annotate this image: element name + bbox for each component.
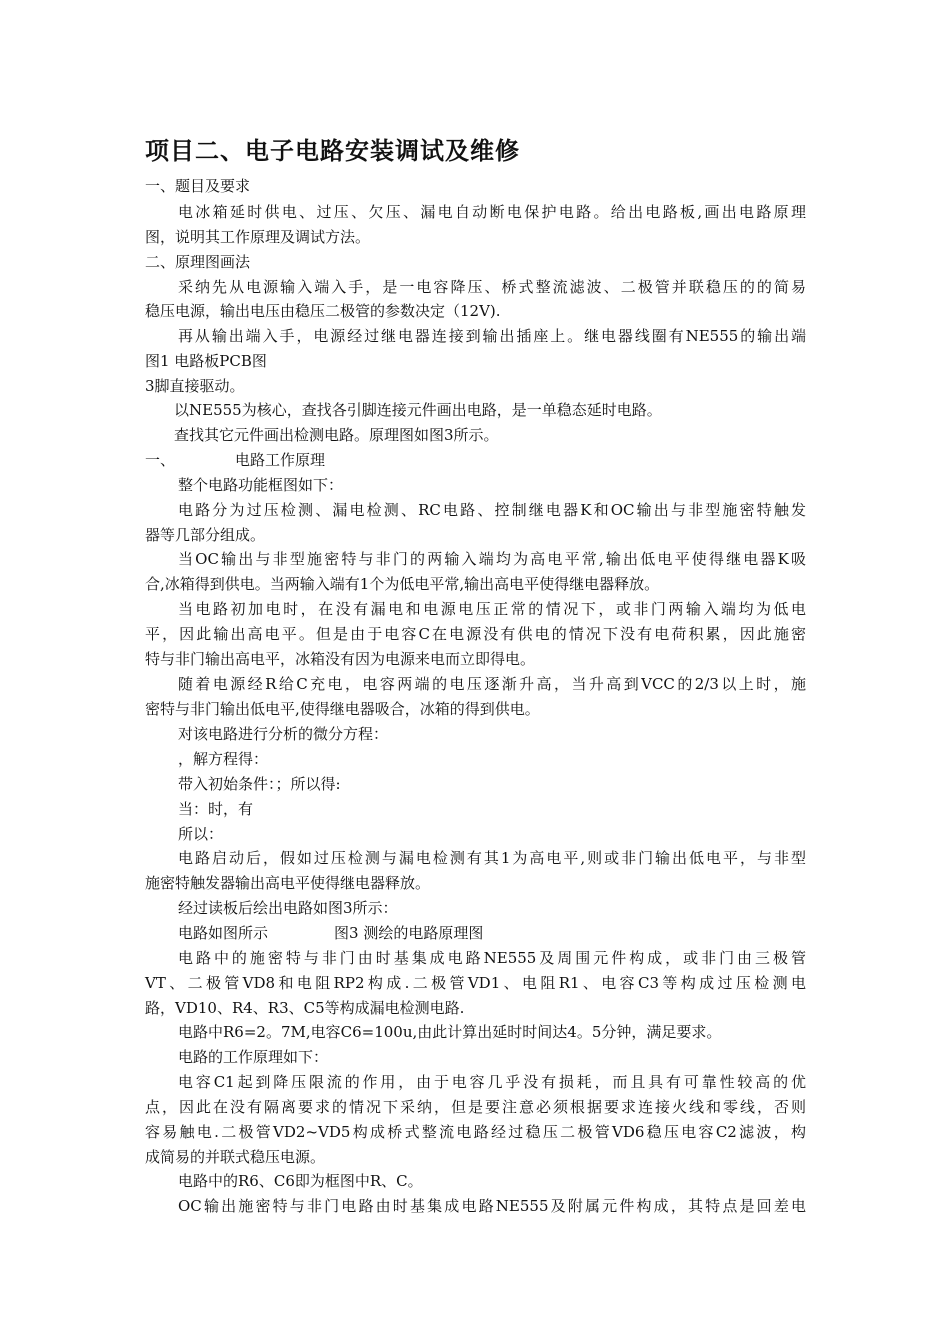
paragraph-line: 查找其它元件画出检测电路。原理图如图3所示。 (174, 426, 499, 444)
paragraph-line: 电路的工作原理如下： (178, 1048, 329, 1066)
paragraph-line: 对该电路进行分析的微分方程： (178, 725, 389, 743)
paragraph-line: 平，因此输出高电平。但是由于电容C在电源没有供电的情况下没有电荷积累，因此施密 (145, 625, 806, 643)
paragraph-line: 采纳先从电源输入端入手，是一电容降压、桥式整流滤波、二极管并联稳压的的简易 (178, 278, 806, 296)
paragraph-line: VT、二极管VD8和电阻RP2构成.二极管VD1、电阻R1、电容C3等构成过压检测电 (145, 974, 806, 992)
paragraph-line: 3脚直接驱动。 (145, 377, 245, 395)
paragraph-line: 稳压电源，输出电压由稳压二极管的参数决定（12V). (145, 302, 501, 320)
paragraph-line: 施密特触发器输出高电平使得继电器释放。 (145, 874, 431, 892)
section-heading (145, 450, 325, 470)
section-number: 一、 (145, 451, 176, 469)
paragraph-line: 电路启动后，假如过压检测与漏电检测有其1为高电平,则或非门输出低电平，与非型 (178, 849, 806, 867)
paragraph-line: 电路分为过压检测、漏电检测、RC电路、控制继电器K和OC输出与非型施密特触发 (178, 501, 806, 519)
paragraph-line: 成简易的并联式稳压电源。 (145, 1148, 326, 1166)
paragraph-line: 随着电源经R给C充电，电容两端的电压逐渐升高，当升高到VCC的2/3以上时，施 (178, 675, 806, 693)
document-title: 项目二、电子电路安装调试及维修 (145, 137, 520, 165)
figure-caption (178, 923, 483, 943)
paragraph-line: 点，因此在没有隔离要求的情况下采纳，但是要注意必须根据要求连接火线和零线，否则 (145, 1098, 806, 1116)
paragraph-line: 当电路初加电时，在没有漏电和电源电压正常的情况下，或非门两输入端均为低电 (178, 600, 806, 618)
figure-caption: 图1 电路板PCB图 (145, 352, 267, 370)
section-heading: 一、题目及要求 (145, 177, 251, 195)
paragraph-line: 电路中R6=2。7M,电容C6=100u,由此计算出延时时间达4。5分钟，满足要求。 (178, 1023, 722, 1041)
paragraph-line: 密特与非门输出低电平,使得继电器吸合，冰箱的得到供电。 (145, 700, 540, 718)
paragraph-line: 当OC输出与非型施密特与非门的两输入端均为高电平常,输出低电平使得继电器K吸 (178, 550, 806, 568)
section-heading: 二、原理图画法 (145, 253, 251, 271)
paragraph-line: 合,冰箱得到供电。当两输入端有1个为低电平常,输出高电平使得继电器释放。 (145, 575, 660, 593)
paragraph-line: 电路中的R6、C6即为框图中R、C。 (178, 1172, 423, 1190)
paragraph-line: 带入初始条件：；所以得: (178, 775, 341, 793)
paragraph-line: 图，说明其工作原理及调试方法。 (145, 228, 371, 246)
paragraph-line: 所以： (178, 825, 224, 843)
paragraph-line: 当：时，有 (178, 800, 254, 818)
paragraph-line: 以NE555为核心，查找各引脚连接元件画出电路，是一单稳态延时电路。 (174, 401, 662, 419)
figure-caption-right: 图3 测绘的电路原理图 (334, 924, 484, 942)
figure-caption-left: 电路如图所示 (178, 924, 269, 942)
paragraph-line: 路，VD10、R4、R3、C5等构成漏电检测电路. (145, 999, 465, 1017)
paragraph-line: 电冰箱延时供电、过压、欠压、漏电自动断电保护电路。给出电路板,画出电路原理 (178, 203, 806, 221)
paragraph-line: 整个电路功能框图如下： (178, 476, 344, 494)
paragraph-line: 电路中的施密特与非门由时基集成电路NE555及周围元件构成，或非门由三极管 (178, 949, 806, 967)
paragraph-line: 经过读板后绘出电路如图3所示： (178, 899, 398, 917)
paragraph-line: 器等几部分组成。 (145, 526, 266, 544)
paragraph-line: 特与非门输出高电平，冰箱没有因为电源来电而立即得电。 (145, 650, 536, 668)
paragraph-line: 容易触电.二极管VD2~VD5构成桥式整流电路经过稳压二极管VD6稳压电容C2滤波，构 (145, 1123, 806, 1141)
paragraph-line: ，解方程得： (178, 750, 269, 768)
paragraph-line: 电容C1起到降压限流的作用，由于电容几乎没有损耗，而且具有可靠性较高的优 (178, 1073, 806, 1091)
paragraph-line: 再从输出端入手，电源经过继电器连接到输出插座上。继电器线圈有NE555的输出端 (178, 327, 806, 345)
paragraph-line: OC输出施密特与非门电路由时基集成电路NE555及附属元件构成，其特点是回差电 (178, 1197, 806, 1215)
section-heading-text: 电路工作原理 (235, 451, 326, 469)
